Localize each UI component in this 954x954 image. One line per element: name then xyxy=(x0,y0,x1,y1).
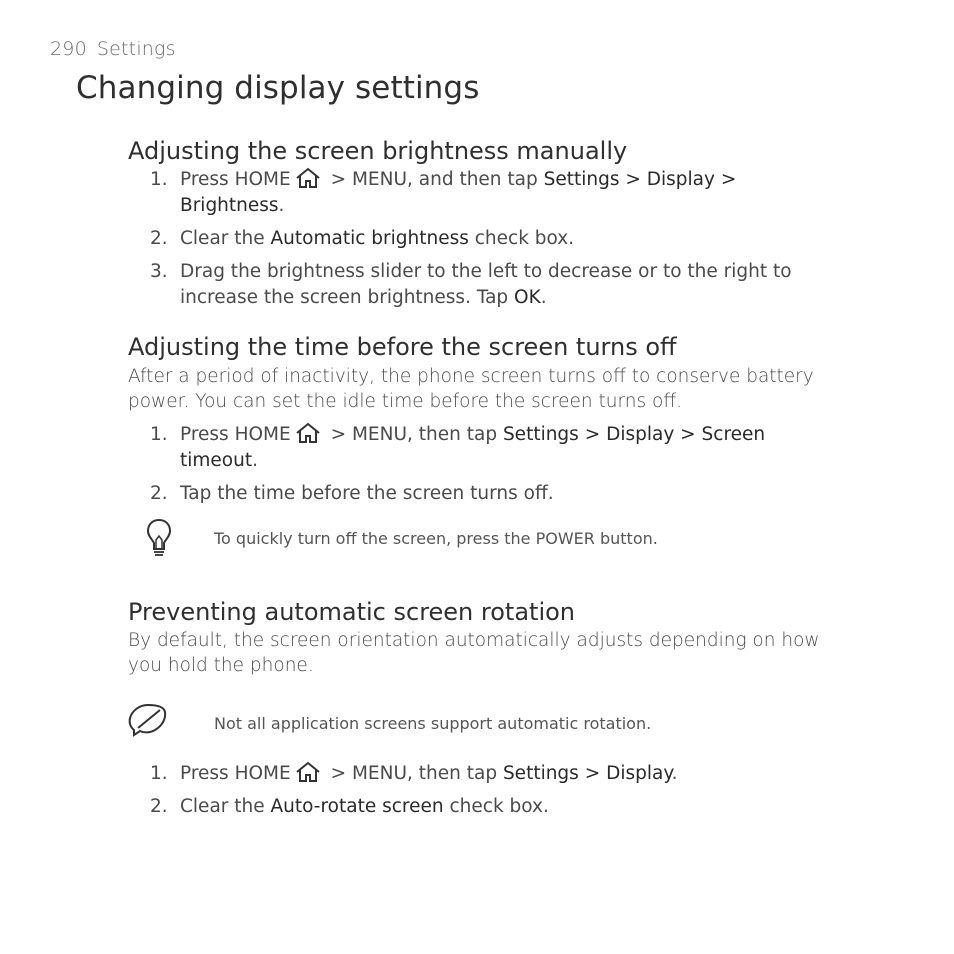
step-item xyxy=(150,226,840,252)
step-number: 1. xyxy=(150,763,168,784)
step-text-part: > MENU, then tap xyxy=(324,763,503,784)
step-text xyxy=(180,794,840,820)
home-icon xyxy=(295,167,321,189)
step-text-part: check box. xyxy=(468,228,575,249)
note-text: Not all application screens support automatic rotation. xyxy=(214,714,652,733)
step-item xyxy=(150,259,840,311)
step-text-part: Drag the brightness slider to the left to decrease or to the right to increase the screen brightness. Tap xyxy=(180,261,792,308)
section-intro: After a period of inactivity, the phone screen turns off to conserve battery power. You can set the idle time before the screen turns off. xyxy=(128,366,814,412)
step-item xyxy=(150,167,840,219)
step-text xyxy=(180,422,840,474)
section-heading-rotation: Preventing automatic screen rotation xyxy=(128,598,576,626)
step-text-part: > MENU, and then tap xyxy=(324,169,544,190)
step-item xyxy=(150,481,840,507)
step-item xyxy=(150,794,840,820)
step-text-part: Press HOME xyxy=(180,169,291,190)
menu-path: Settings > Display > Screen timeout xyxy=(180,424,766,471)
step-text-part: . xyxy=(671,763,678,784)
home-icon xyxy=(295,761,321,783)
step-text-part: > MENU, then tap xyxy=(324,424,503,445)
menu-path: Settings > Display xyxy=(502,763,672,784)
home-icon xyxy=(295,422,321,444)
section-intro: By default, the screen orientation automatically adjusts depending on how you hold the phone. xyxy=(128,630,820,676)
step-text xyxy=(180,167,840,219)
step-number: 3. xyxy=(150,261,168,282)
step-text xyxy=(180,259,840,311)
section-heading-brightness: Adjusting the screen brightness manually xyxy=(128,137,628,165)
running-header xyxy=(50,38,176,60)
step-text-part: . xyxy=(540,287,547,308)
lightbulb-icon xyxy=(146,518,172,562)
step-text: Tap the time before the screen turns off. xyxy=(180,483,554,504)
speech-bubble-icon xyxy=(128,702,168,742)
section-heading-screen-timeout: Adjusting the time before the screen turns off xyxy=(128,333,677,361)
step-number: 1. xyxy=(150,169,168,190)
step-text-part: Press HOME xyxy=(180,763,291,784)
step-number: 2. xyxy=(150,483,168,504)
page-number: 290 xyxy=(50,38,87,60)
step-text-part: Press HOME xyxy=(180,424,291,445)
step-text-part: check box. xyxy=(443,796,549,817)
page-title: Changing display settings xyxy=(76,70,480,106)
step-number: 1. xyxy=(150,424,168,445)
step-text-part: Clear the xyxy=(180,796,271,817)
option-name: Auto-rotate screen xyxy=(270,796,444,817)
option-name: Automatic brightness xyxy=(270,228,469,249)
step-text xyxy=(180,761,840,787)
step-text-part: . xyxy=(252,450,258,471)
step-text-part: Clear the xyxy=(180,228,271,249)
header-section: Settings xyxy=(96,38,176,60)
button-name: OK xyxy=(514,287,541,308)
step-item xyxy=(150,761,840,787)
step-text-part: . xyxy=(278,195,285,216)
tip-text: To quickly turn off the screen, press the POWER button. xyxy=(214,529,658,548)
step-item xyxy=(150,422,840,474)
step-text xyxy=(180,226,840,252)
menu-path: Settings > Display > Brightness xyxy=(180,169,737,216)
step-number: 2. xyxy=(150,228,168,249)
step-number: 2. xyxy=(150,796,168,817)
